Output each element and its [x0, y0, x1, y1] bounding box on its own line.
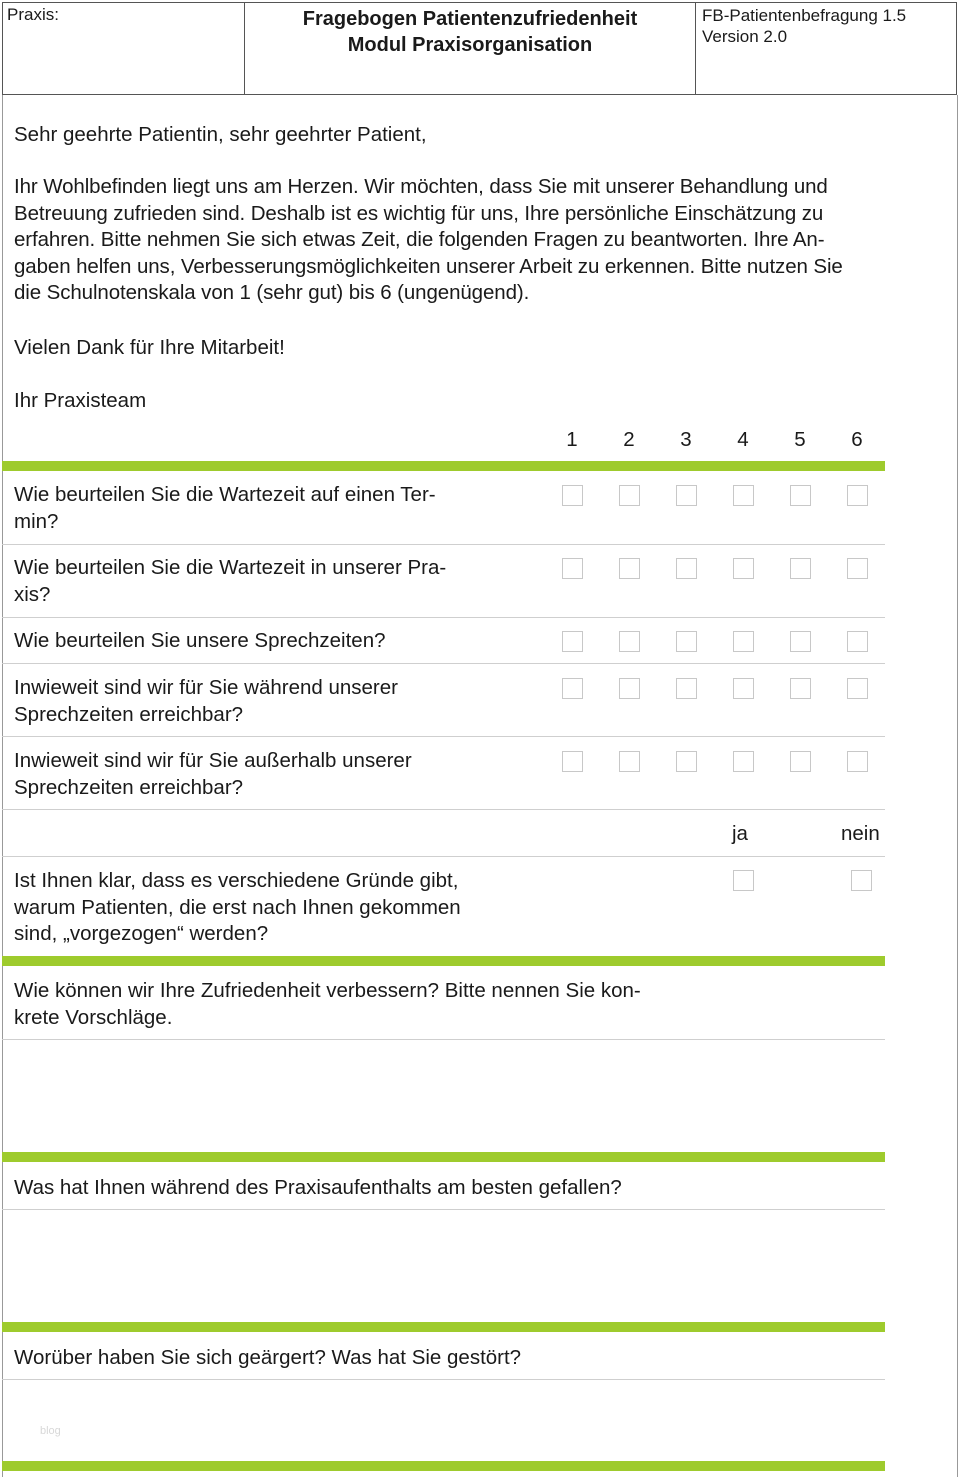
- intro-line: gaben helfen uns, Verbesserungsmöglichkeiten unserer Arbeit zu erkennen. Bitte nutzen Sie: [14, 254, 843, 278]
- question-line: xis?: [14, 582, 51, 606]
- question-line: min?: [14, 509, 59, 533]
- row-divider: [2, 736, 885, 737]
- no-label: nein: [841, 822, 880, 845]
- q2-rating-6-checkbox[interactable]: [847, 558, 868, 579]
- rating-question-5: [14, 748, 514, 801]
- question-line: Was hat Ihnen während des Praxisaufenthalts am besten gefallen?: [14, 1176, 622, 1199]
- q1-rating-3-checkbox[interactable]: [676, 485, 697, 506]
- yes-label: ja: [732, 822, 748, 845]
- q3-rating-4-checkbox[interactable]: [733, 631, 754, 652]
- q1-rating-2-checkbox[interactable]: [619, 485, 640, 506]
- question-line: Ist Ihnen klar, dass es verschiedene Gründe gibt,: [14, 869, 459, 892]
- form-version: Version 2.0: [702, 27, 788, 46]
- rating-question-4: [14, 675, 514, 728]
- row-divider: [2, 856, 885, 857]
- intro-line: Betreuung zufrieden sind. Deshalb ist es wichtig für uns, Ihre persönliche Einschätzung zu: [14, 201, 824, 225]
- q2-rating-4-checkbox[interactable]: [733, 558, 754, 579]
- q2-rating-1-checkbox[interactable]: [562, 558, 583, 579]
- q5-rating-1-checkbox[interactable]: [562, 751, 583, 772]
- q2-rating-3-checkbox[interactable]: [676, 558, 697, 579]
- row-divider: [2, 1379, 885, 1380]
- thanks-text: Vielen Dank für Ihre Mitarbeit!: [14, 336, 285, 359]
- watermark: blog: [40, 1425, 61, 1437]
- question-line: Wie können wir Ihre Zufriedenheit verbessern? Bitte nennen Sie kon-: [14, 979, 641, 1002]
- section-divider: [2, 1461, 885, 1471]
- q1-rating-6-checkbox[interactable]: [847, 485, 868, 506]
- open-question-3: [14, 1345, 754, 1372]
- form-title-line1: Fragebogen Patientenzufriedenheit: [302, 8, 638, 30]
- question-line: Inwieweit sind wir für Sie während unserer: [14, 676, 398, 699]
- rating-question-2: [14, 555, 514, 608]
- open-question-1: [14, 978, 754, 1031]
- question-line: Inwieweit sind wir für Sie außerhalb unserer: [14, 749, 412, 772]
- section-divider: [2, 1152, 885, 1162]
- question-line: krete Vorschläge.: [14, 1005, 173, 1029]
- scale-label-3: 3: [680, 428, 692, 451]
- row-divider: [2, 809, 885, 810]
- row-divider: [2, 1209, 885, 1210]
- row-divider: [2, 1039, 885, 1040]
- open-question-2: [14, 1175, 754, 1202]
- q4-rating-5-checkbox[interactable]: [790, 678, 811, 699]
- q3-rating-3-checkbox[interactable]: [676, 631, 697, 652]
- intro-line: Ihr Wohlbefinden liegt uns am Herzen. Wir möchten, dass Sie mit unserer Behandlung und: [14, 175, 828, 198]
- row-divider: [2, 544, 885, 545]
- praxis-label: Praxis:: [7, 5, 59, 24]
- question-line: warum Patienten, die erst nach Ihnen gekommen: [14, 895, 461, 919]
- yes-no-question: [14, 868, 534, 948]
- section-divider: [2, 461, 885, 471]
- q4-rating-6-checkbox[interactable]: [847, 678, 868, 699]
- q5-rating-6-checkbox[interactable]: [847, 751, 868, 772]
- no-checkbox[interactable]: [851, 870, 872, 891]
- q3-rating-5-checkbox[interactable]: [790, 631, 811, 652]
- q3-rating-6-checkbox[interactable]: [847, 631, 868, 652]
- intro-line: die Schulnotenskala von 1 (sehr gut) bis 6 (ungenügend).: [14, 281, 530, 304]
- q4-rating-4-checkbox[interactable]: [733, 678, 754, 699]
- answer-area-1[interactable]: [2, 1041, 885, 1151]
- scale-label-4: 4: [737, 428, 749, 451]
- q5-rating-4-checkbox[interactable]: [733, 751, 754, 772]
- q5-rating-2-checkbox[interactable]: [619, 751, 640, 772]
- question-line: Wie beurteilen Sie unsere Sprechzeiten?: [14, 629, 386, 652]
- praxis-field[interactable]: [3, 3, 245, 94]
- section-divider: [2, 956, 885, 966]
- q2-rating-2-checkbox[interactable]: [619, 558, 640, 579]
- q1-rating-1-checkbox[interactable]: [562, 485, 583, 506]
- question-line: Wie beurteilen Sie die Wartezeit in unserer Pra-: [14, 556, 447, 579]
- yes-checkbox[interactable]: [733, 870, 754, 891]
- q5-rating-5-checkbox[interactable]: [790, 751, 811, 772]
- question-line: Wie beurteilen Sie die Wartezeit auf einen Ter-: [14, 483, 436, 506]
- row-divider: [2, 617, 885, 618]
- header-box: [2, 2, 957, 95]
- form-id: FB-Patientenbefragung 1.5: [702, 6, 907, 25]
- q3-rating-1-checkbox[interactable]: [562, 631, 583, 652]
- question-line: Sprechzeiten erreichbar?: [14, 702, 244, 726]
- section-divider: [2, 1322, 885, 1332]
- q1-rating-4-checkbox[interactable]: [733, 485, 754, 506]
- q5-rating-3-checkbox[interactable]: [676, 751, 697, 772]
- rating-question-3: [14, 628, 514, 655]
- answer-area-3[interactable]: [2, 1381, 885, 1459]
- form-title: [245, 3, 696, 94]
- q1-rating-5-checkbox[interactable]: [790, 485, 811, 506]
- greeting: Sehr geehrte Patientin, sehr geehrter Patient,: [14, 123, 427, 146]
- scale-label-1: 1: [566, 428, 578, 451]
- intro-line: erfahren. Bitte nehmen Sie sich etwas Zeit, die folgenden Fragen zu beantworten. Ihre An-: [14, 228, 825, 251]
- q4-rating-1-checkbox[interactable]: [562, 678, 583, 699]
- form-title-line2: Modul Praxisorganisation: [347, 34, 593, 56]
- q4-rating-3-checkbox[interactable]: [676, 678, 697, 699]
- question-line: sind, „vorgezogen“ werden?: [14, 922, 269, 945]
- q2-rating-5-checkbox[interactable]: [790, 558, 811, 579]
- row-divider: [2, 663, 885, 664]
- answer-area-2[interactable]: [2, 1211, 885, 1321]
- question-line: Sprechzeiten erreichbar?: [14, 775, 244, 799]
- version-cell: [696, 3, 956, 94]
- rating-question-1: [14, 482, 514, 535]
- scale-label-6: 6: [851, 428, 863, 451]
- signature-text: Ihr Praxisteam: [14, 389, 147, 412]
- intro-body: [14, 174, 960, 307]
- q3-rating-2-checkbox[interactable]: [619, 631, 640, 652]
- scale-label-5: 5: [794, 428, 806, 451]
- q4-rating-2-checkbox[interactable]: [619, 678, 640, 699]
- question-line: Worüber haben Sie sich geärgert? Was hat Sie gestört?: [14, 1346, 522, 1369]
- scale-label-2: 2: [623, 428, 635, 451]
